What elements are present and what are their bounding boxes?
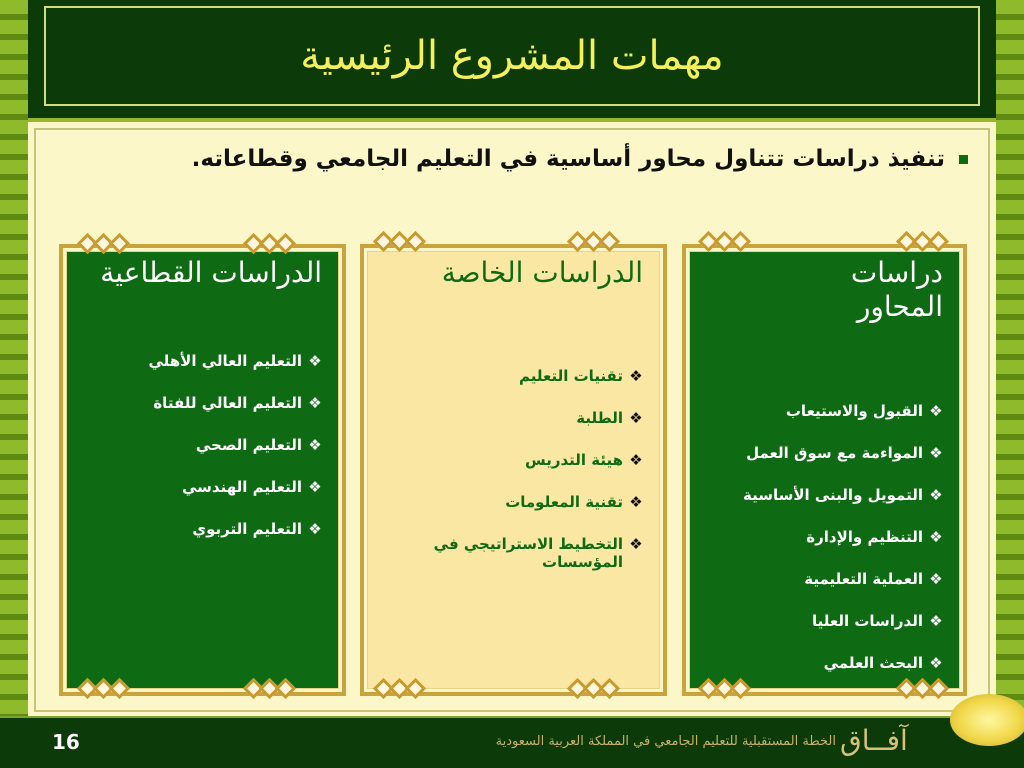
list-item: ❖ العملية التعليمية <box>689 570 949 612</box>
diamond-ornament-icon <box>372 231 428 253</box>
list-item: ❖ الدراسات العليا <box>689 612 949 654</box>
diamond-bullet-icon: ❖ <box>629 535 643 553</box>
special-studies-list <box>379 367 649 577</box>
column-axis-studies-heading <box>851 256 943 324</box>
page-number: 16 <box>52 730 80 754</box>
heading-line-1: دراسات <box>850 256 943 289</box>
heading-line-2: المحاور <box>856 290 943 323</box>
list-item: ❖ التعليم العالي للفتاة <box>78 394 328 436</box>
diamond-bullet-icon: ❖ <box>929 444 943 462</box>
diamond-ornament-icon <box>242 233 298 255</box>
diamond-ornament-icon <box>566 231 622 253</box>
diamond-ornament-icon <box>697 678 753 700</box>
footer-brand-logo: آفــاق <box>840 724 908 757</box>
list-item: ❖ تقنية المعلومات <box>379 493 649 535</box>
title-frame <box>44 6 980 106</box>
diamond-bullet-icon: ❖ <box>929 612 943 630</box>
diamond-bullet-icon: ❖ <box>629 367 643 385</box>
diamond-bullet-icon: ❖ <box>929 570 943 588</box>
list-item: ❖ تقنيات التعليم <box>379 367 649 409</box>
diamond-ornament-icon <box>895 678 951 700</box>
right-decorative-band <box>996 0 1024 768</box>
axis-studies-list <box>689 402 949 689</box>
list-item: ❖ التعليم التربوي <box>78 520 328 562</box>
diamond-bullet-icon: ❖ <box>629 493 643 511</box>
slide-title: مهمات المشروع الرئيسية <box>300 33 724 79</box>
list-item: ❖ التعليم الصحي <box>78 436 328 478</box>
list-item: ❖ البحث العلمي <box>689 654 949 689</box>
diamond-bullet-icon: ❖ <box>629 451 643 469</box>
intro-bullet <box>68 146 968 172</box>
sectoral-studies-list <box>78 352 328 562</box>
column-special-studies-heading: الدراسات الخاصة <box>441 256 643 289</box>
column-axis-studies <box>682 244 967 696</box>
list-item: ❖ التعليم الهندسي <box>78 478 328 520</box>
column-sectoral-studies-panel <box>66 251 339 689</box>
diamond-ornament-icon <box>895 231 951 253</box>
diamond-bullet-icon: ❖ <box>929 528 943 546</box>
diamond-bullet-icon: ❖ <box>929 402 943 420</box>
diamond-bullet-icon: ❖ <box>308 352 322 370</box>
diamond-bullet-icon: ❖ <box>629 409 643 427</box>
footer-tagline: الخطة المستقبلية للتعليم الجامعي في المملكة العربية السعودية <box>495 734 836 749</box>
sun-logo-icon <box>950 694 1024 746</box>
list-item: ❖ هيئة التدريس <box>379 451 649 493</box>
slide-footer <box>0 716 1024 768</box>
diamond-bullet-icon: ❖ <box>308 478 322 496</box>
diamond-ornament-icon <box>566 678 622 700</box>
column-special-studies-panel <box>367 251 660 689</box>
list-item: ❖ التنظيم والإدارة <box>689 528 949 570</box>
column-sectoral-studies-heading: الدراسات القطاعية <box>100 256 322 289</box>
diamond-bullet-icon: ❖ <box>308 520 322 538</box>
column-sectoral-studies <box>59 244 346 696</box>
diamond-ornament-icon <box>372 678 428 700</box>
diamond-ornament-icon <box>242 678 298 700</box>
intro-text: تنفيذ دراسات تتناول محاور أساسية في التعليم الجامعي وقطاعاته. <box>191 146 945 172</box>
diamond-ornament-icon <box>76 233 132 255</box>
diamond-bullet-icon: ❖ <box>308 394 322 412</box>
diamond-bullet-icon: ❖ <box>308 436 322 454</box>
square-bullet-icon <box>959 155 968 164</box>
list-item: ❖ المواءمة مع سوق العمل <box>689 444 949 486</box>
list-item: ❖ الطلبة <box>379 409 649 451</box>
diamond-ornament-icon <box>697 231 753 253</box>
column-special-studies <box>360 244 667 696</box>
list-item: ❖ القبول والاستيعاب <box>689 402 949 444</box>
column-axis-studies-panel <box>689 251 960 689</box>
list-item: ❖ التخطيط الاستراتيجي في المؤسسات <box>379 535 649 577</box>
diamond-bullet-icon: ❖ <box>929 486 943 504</box>
left-decorative-band <box>0 0 28 768</box>
list-item: ❖ التمويل والبنى الأساسية <box>689 486 949 528</box>
diamond-ornament-icon <box>76 678 132 700</box>
diamond-bullet-icon: ❖ <box>929 654 943 672</box>
title-bar <box>28 0 996 118</box>
list-item: ❖ التعليم العالي الأهلي <box>78 352 328 394</box>
